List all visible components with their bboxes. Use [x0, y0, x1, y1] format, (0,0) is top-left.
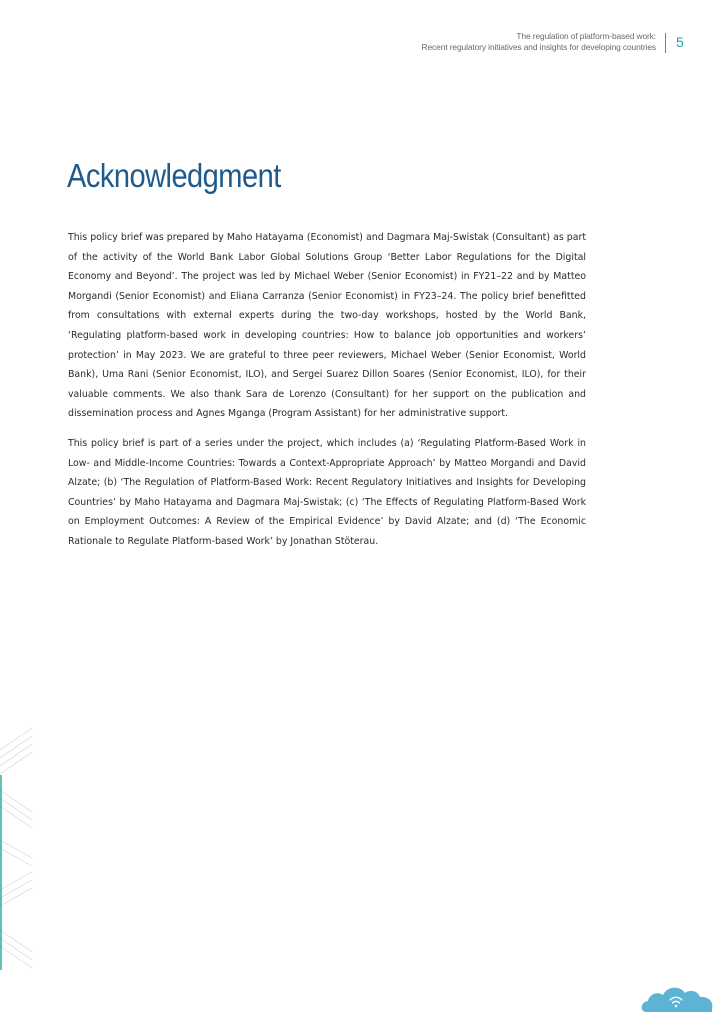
running-header — [422, 31, 656, 53]
paragraph-2: This policy brief is part of a series under the project, which includes (a) ‘Regulating Platform-Based Work in Low- and Middle-Income Countries: Towards a Context-Appropriate Approach’ by Matteo Morgandi and David Alzate; (b) ‘The Regulation of Platform-Based Work: Recent Regulatory Initiatives and Insights for Developing Countries’ by Maho Hatayama and Dagmara Maj-Swistak; (c) ‘The Effects of Regulating Platform-Based Work on Employment Outcomes: A Review of the Empirical Evidence’ by David Alzate; and (d) ‘The Economic Rationale to Regulate Platform-based Work’ by Jonathan Stöterau. — [68, 437, 586, 547]
cloud-wifi-icon — [640, 976, 716, 1012]
header-divider — [665, 33, 666, 53]
page-number: 5 — [676, 34, 684, 50]
header-line-1: The regulation of platform-based work: — [516, 31, 656, 41]
page-title: Acknowledgment — [67, 157, 281, 194]
header-line-2: Recent regulatory initiatives and insights for developing countries — [421, 42, 656, 52]
paragraph-1: This policy brief was prepared by Maho Hatayama (Economist) and Dagmara Maj-Swistak (Consultant) as part of the activity of the World Bank Labor Global Solutions Group ‘Better Labor Regulations for the Digital Economy and Beyond’. The project was led by Michael Weber (Senior Economist) in FY21–22 and by Matteo Morgandi (Senior Economist) and Eliana Carranza (Senior Economist) in FY23–24. The policy brief benefitted from consultations with external experts during the two-day workshops, hosted by the World Bank, ‘Regulating platform-based work in developing countries: How to balance job opportunities and workers’ protection’ in May 2023. We are grateful to three peer reviewers, Michael Weber (Senior Economist, World Bank), Uma Rani (Senior Economist, ILO), and Sergei Suarez Dillon Soares (Senior Economist, ILO), for their valuable comments. We also thank Sara de Lorenzo (Consultant) for her support on the publication and dissemination process and Agnes Mganga (Program Assistant) for her administrative support. — [68, 232, 586, 420]
left-edge-decoration — [0, 720, 40, 980]
body-text — [68, 228, 586, 562]
